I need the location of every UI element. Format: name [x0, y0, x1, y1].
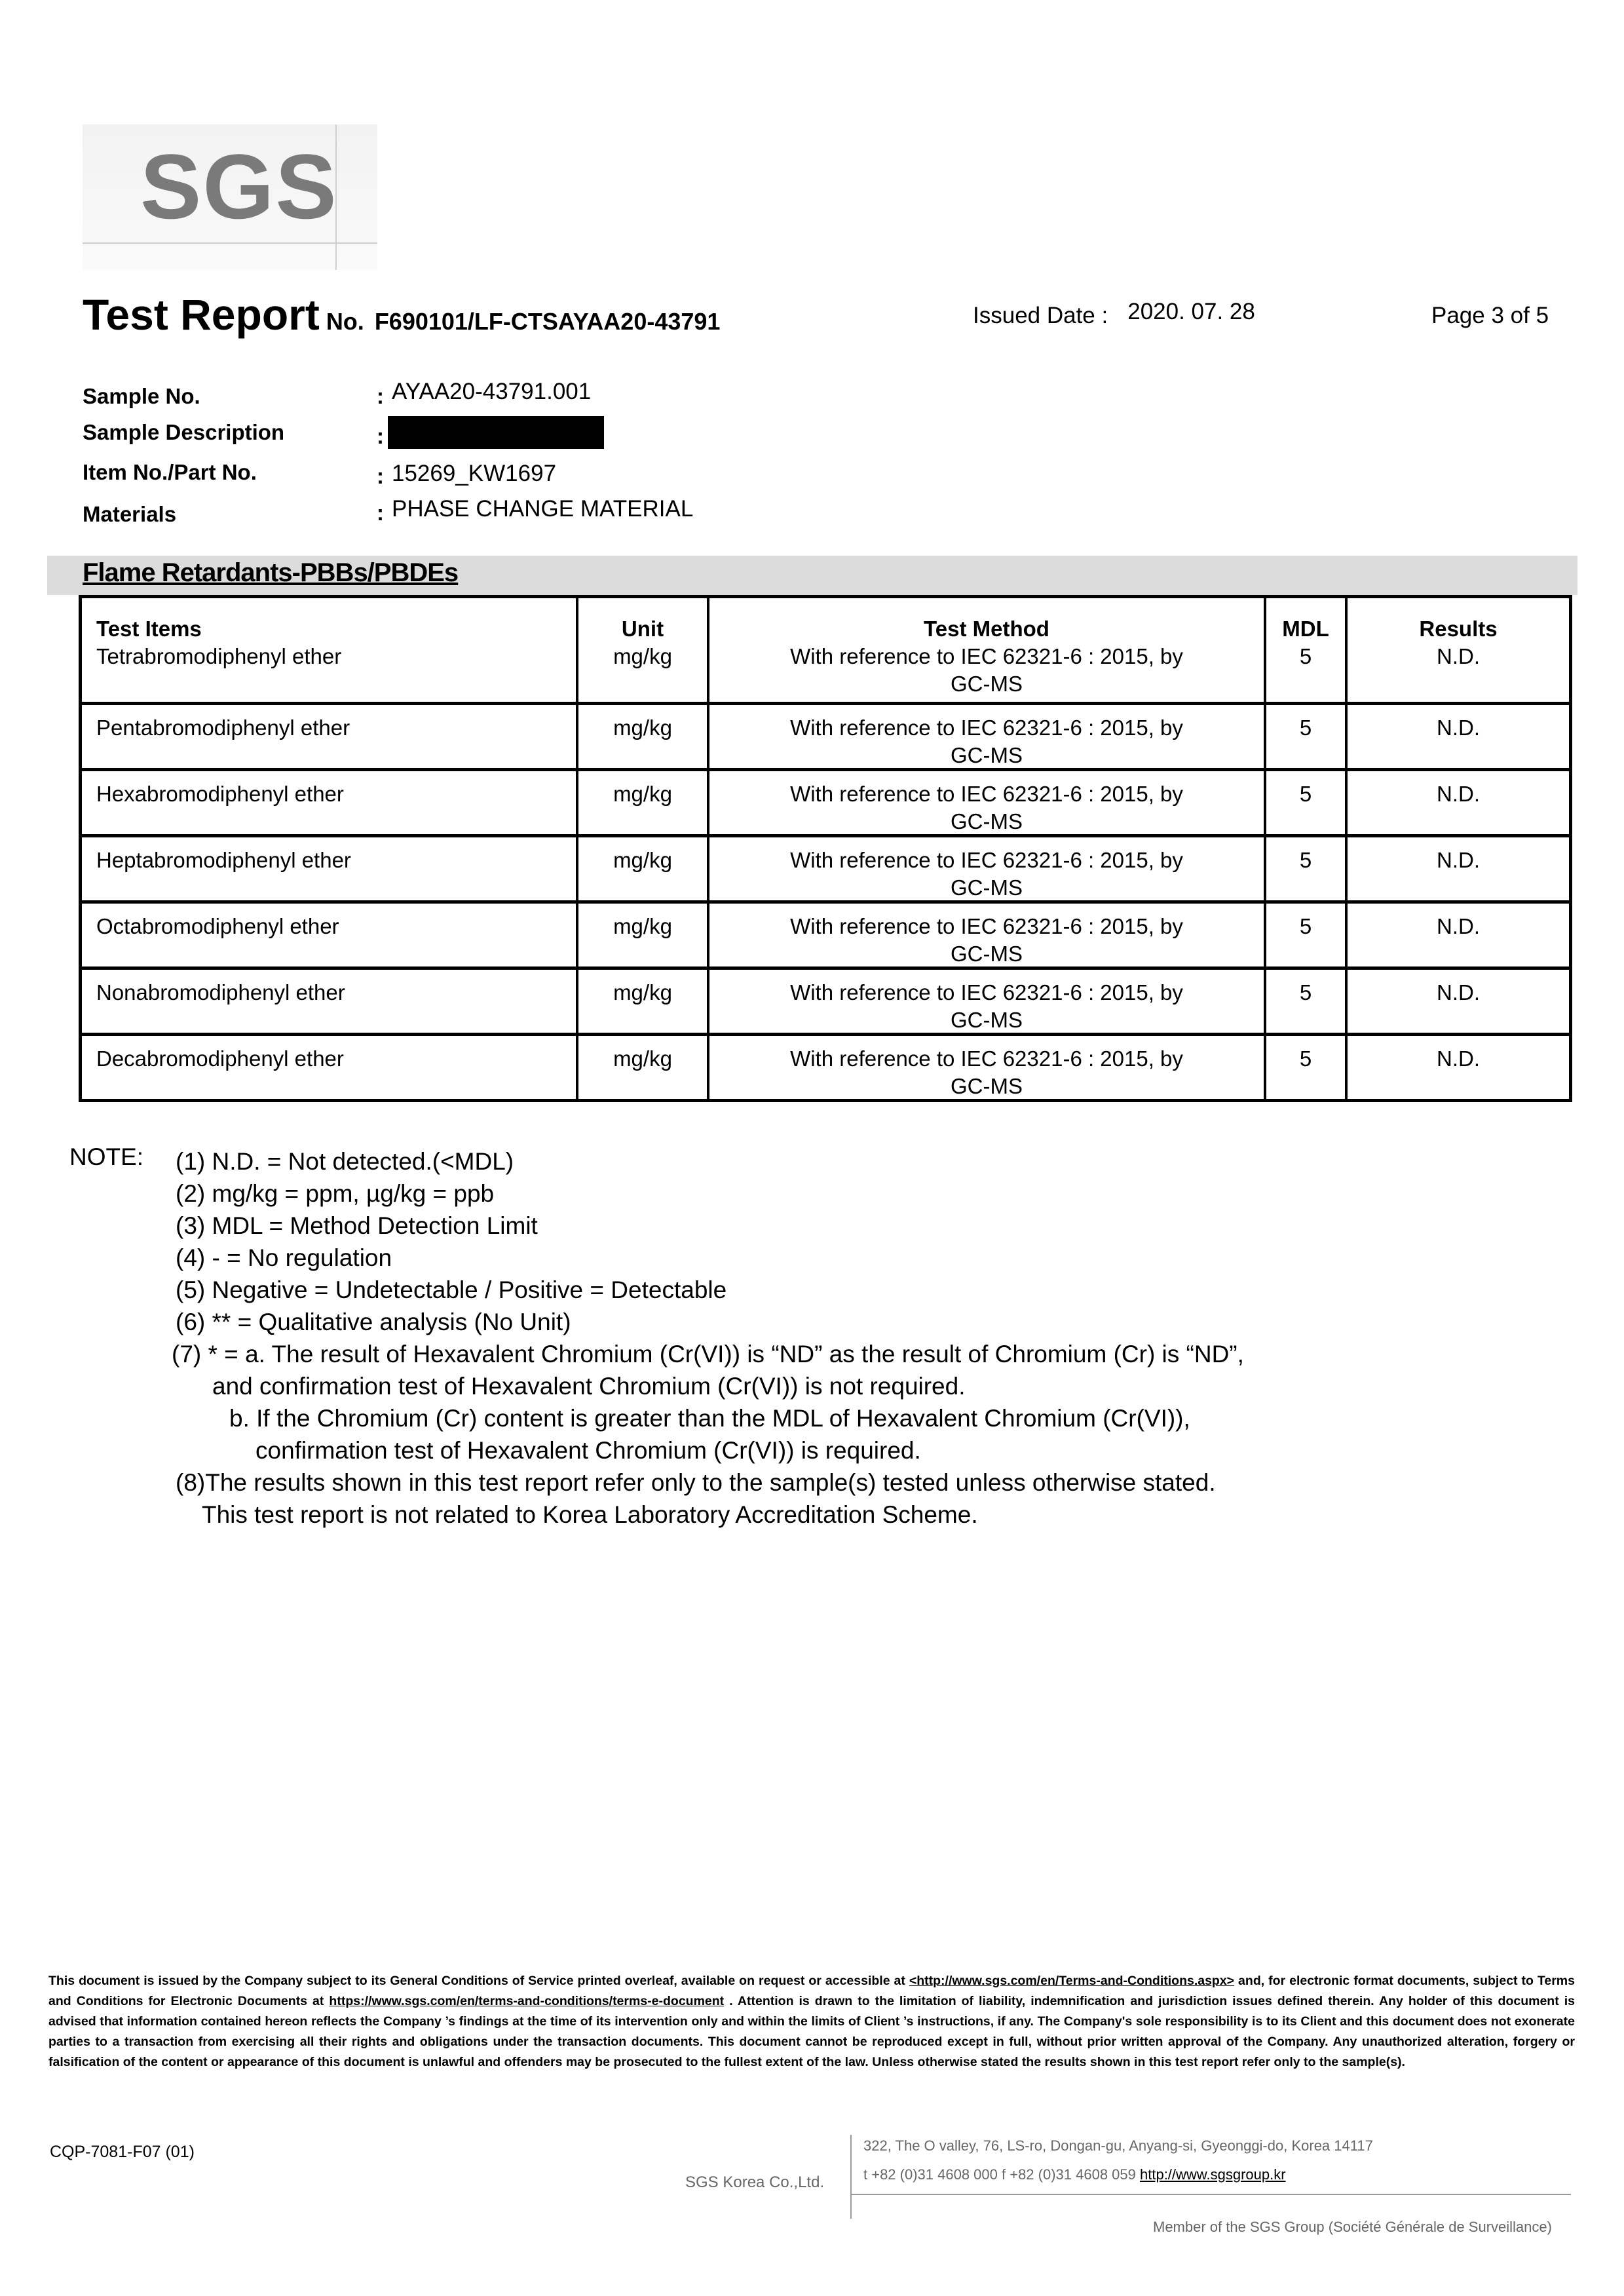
table-row — [82, 768, 1569, 834]
terms-e-document-link[interactable]: https://www.sgs.com/en/terms-and-conditions/terms-e-document — [329, 1994, 725, 2008]
form-code: CQP-7081-F07 (01) — [50, 2143, 195, 2161]
method-cell — [707, 837, 1264, 900]
method-line2: GC-MS — [951, 672, 1023, 696]
disclaimer — [48, 1971, 1575, 2073]
header-results: Results — [1419, 617, 1498, 641]
unit-value: mg/kg — [576, 1036, 707, 1099]
method-line1: With reference to IEC 62321-6 : 2015, by — [790, 782, 1183, 806]
note-line: and confirmation test of Hexavalent Chromium (Cr(VI)) is not required. — [212, 1373, 966, 1400]
disclaimer-text: . Attention is drawn to the limitation of liability, indemnification and jurisdiction issues defined therein. Any holder of this document is advised that information contained hereon reflects the Company ’s findings at the time of its intervention only and within the limits of Client ’s instructions, if any. The Company's sole responsibility is to its Client and this document does not exonerate parties to a transaction from exercising all their rights and obligations under the transaction documents. This document cannot be reproduced except in full, without prior written approval of the Company. Any unauthorized alteration, forgery or falsification of the content or appearance of this document is unlawful and offenders may be prosecuted to the fullest extent of the law. Unless otherwise stated the results shown in this test report refer only to the sample(s). — [48, 1994, 1575, 2069]
result-value: N.D. — [1345, 771, 1569, 834]
note-line: (5) Negative = Undetectable / Positive = Detectable — [176, 1276, 727, 1303]
item-no-colon: : — [377, 464, 384, 488]
unit-value: mg/kg — [576, 904, 707, 966]
method-cell — [707, 771, 1264, 834]
issued-date — [973, 299, 1255, 329]
result-cell — [1345, 598, 1569, 702]
method-line2: GC-MS — [951, 942, 1023, 966]
mdl-value: 5 — [1264, 1036, 1345, 1099]
materials-label: Materials — [83, 502, 177, 526]
method-line1: With reference to IEC 62321-6 : 2015, by — [790, 848, 1183, 872]
mdl-value: 5 — [1264, 705, 1345, 768]
method-line1: With reference to IEC 62321-6 : 2015, by — [790, 1046, 1183, 1071]
results-table — [79, 595, 1572, 1102]
header-test-items: Test Items — [96, 617, 202, 641]
method-line2: GC-MS — [951, 743, 1023, 767]
title-text: Test Report — [83, 290, 320, 339]
note-line: (6) ** = Qualitative analysis (No Unit) — [176, 1309, 571, 1335]
note-line: confirmation test of Hexavalent Chromium (Cr(VI)) is required. — [255, 1437, 921, 1464]
unit-value: mg/kg — [576, 771, 707, 834]
disclaimer-text: and, for electronic format documents, subject to Terms and Conditions for Electronic Documents at — [48, 1974, 1575, 2008]
note-line: b. If the Chromium (Cr) content is greater than the MDL of Hexavalent Chromium (Cr(VI)), — [229, 1405, 1190, 1432]
unit-value: mg/kg — [576, 837, 707, 900]
sample-description-colon: : — [377, 424, 384, 448]
unit-cell — [576, 598, 707, 702]
result-value: N.D. — [1437, 644, 1480, 668]
note-line: (1) N.D. = Not detected.(<MDL) — [176, 1148, 514, 1175]
result-value: N.D. — [1345, 705, 1569, 768]
item-name: Hexabromodiphenyl ether — [96, 782, 344, 806]
mdl-value: 5 — [1264, 970, 1345, 1033]
section-title: Flame Retardants-PBBs/PBDEs — [83, 558, 459, 587]
note-label: NOTE: — [69, 1143, 144, 1170]
note-line: (8)The results shown in this test report refer only to the sample(s) tested unless otherwise stated. — [176, 1469, 1216, 1496]
report-title — [83, 288, 720, 348]
item-no-value: 15269_KW1697 — [392, 461, 557, 486]
table-row — [82, 966, 1569, 1033]
unit-value: mg/kg — [576, 970, 707, 1033]
note-line: (2) mg/kg = ppm, µg/kg = ppb — [176, 1180, 495, 1207]
table-row — [82, 702, 1569, 768]
method-cell — [707, 705, 1264, 768]
member-note: Member of the SGS Group (Société Générale de Surveillance) — [1153, 2219, 1552, 2235]
mdl-value: 5 — [1264, 771, 1345, 834]
mdl-value: 5 — [1299, 644, 1312, 668]
method-line2: GC-MS — [951, 809, 1023, 833]
sample-no-colon: : — [377, 384, 384, 408]
item-name: Pentabromodiphenyl ether — [96, 716, 350, 740]
report-no-label: No. — [326, 308, 364, 335]
report-number: F690101/LF-CTSAYAA20-43791 — [374, 308, 721, 335]
result-value: N.D. — [1345, 970, 1569, 1033]
method-line1: With reference to IEC 62321-6 : 2015, by — [790, 914, 1183, 938]
method-line2: GC-MS — [951, 875, 1023, 900]
sgs-logo — [83, 124, 377, 270]
disclaimer-text: This document is issued by the Company subject to its General Conditions of Service printed overleaf, available on request or accessible at — [48, 1974, 909, 1988]
phone-fax: t +82 (0)31 4608 000 f +82 (0)31 4608 059 — [863, 2166, 1140, 2183]
header-test-method: Test Method — [924, 617, 1049, 641]
footer-divider — [850, 2194, 1571, 2195]
item-name: Tetrabromodiphenyl ether — [96, 644, 342, 668]
company-address: 322, The O valley, 76, LS-ro, Dongan-gu, Anyang-si, Gyeonggi-do, Korea 14117 — [863, 2137, 1373, 2154]
table-row — [82, 1033, 1569, 1099]
sample-no-value: AYAA20-43791.001 — [392, 379, 592, 404]
mdl-value: 5 — [1264, 837, 1345, 900]
issued-value: 2020. 07. 28 — [1127, 299, 1255, 324]
method-line2: GC-MS — [951, 1074, 1023, 1098]
page-number: Page 3 of 5 — [1431, 303, 1549, 328]
issued-label: Issued Date : — [973, 303, 1108, 328]
sample-no-label: Sample No. — [83, 384, 200, 408]
table-row — [82, 598, 1569, 702]
method-cell — [707, 1036, 1264, 1099]
item-name: Heptabromodiphenyl ether — [96, 848, 351, 872]
company-contact — [863, 2166, 1286, 2183]
mdl-cell — [1264, 598, 1345, 702]
method-cell — [707, 904, 1264, 966]
result-value: N.D. — [1345, 904, 1569, 966]
note-line: (3) MDL = Method Detection Limit — [176, 1212, 538, 1239]
method-cell — [707, 970, 1264, 1033]
note-line: (4) - = No regulation — [176, 1244, 392, 1271]
table-row — [82, 900, 1569, 966]
logo-text: SGS — [140, 135, 338, 238]
header-mdl: MDL — [1282, 617, 1329, 641]
mdl-value: 5 — [1264, 904, 1345, 966]
method-line1: With reference to IEC 62321-6 : 2015, by — [790, 980, 1183, 1004]
method-line1: With reference to IEC 62321-6 : 2015, by — [790, 716, 1183, 740]
materials-value: PHASE CHANGE MATERIAL — [392, 496, 694, 522]
method-line1: With reference to IEC 62321-6 : 2015, by — [790, 644, 1183, 668]
unit-value: mg/kg — [613, 644, 672, 668]
note-line: (7) * = a. The result of Hexavalent Chromium (Cr(VI)) is “ND” as the result of Chromium (Cr) is “ND”, — [172, 1341, 1244, 1368]
result-value: N.D. — [1345, 1036, 1569, 1099]
unit-value: mg/kg — [576, 705, 707, 768]
method-line2: GC-MS — [951, 1008, 1023, 1032]
website-link[interactable]: http://www.sgsgroup.kr — [1140, 2166, 1286, 2183]
item-no-label: Item No./Part No. — [83, 460, 257, 484]
item-name: Nonabromodiphenyl ether — [96, 980, 345, 1004]
result-value: N.D. — [1345, 837, 1569, 900]
item-cell — [82, 598, 576, 702]
redacted-block — [388, 416, 604, 449]
materials-colon: : — [377, 501, 384, 525]
item-name: Decabromodiphenyl ether — [96, 1046, 344, 1071]
footer-divider — [850, 2135, 852, 2219]
item-name: Octabromodiphenyl ether — [96, 914, 339, 938]
header-unit: Unit — [621, 617, 664, 641]
terms-link[interactable]: <http://www.sgs.com/en/Terms-and-Conditions.aspx> — [909, 1974, 1235, 1988]
sample-description-label: Sample Description — [83, 420, 285, 444]
table-row — [82, 834, 1569, 900]
note-line: This test report is not related to Korea Laboratory Accreditation Scheme. — [202, 1501, 978, 1528]
company-name: SGS Korea Co.,Ltd. — [685, 2173, 825, 2191]
method-cell — [707, 598, 1264, 702]
